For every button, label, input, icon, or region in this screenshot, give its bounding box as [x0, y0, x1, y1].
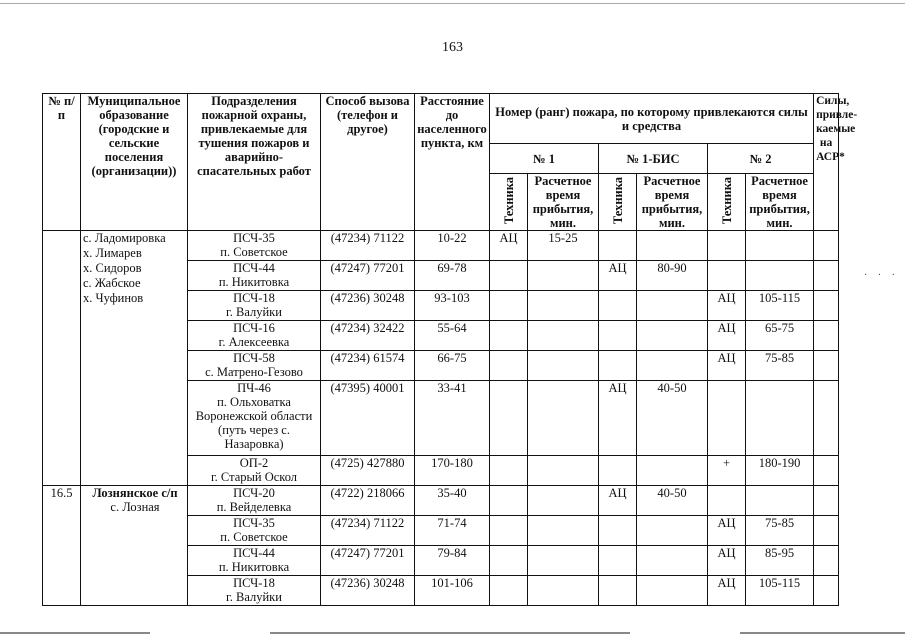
- techbis-cell: [599, 321, 637, 351]
- settlement-name: х. Чуфинов: [83, 291, 144, 305]
- distance-cell: 69-78: [415, 261, 490, 291]
- row-num: 16.5: [43, 486, 81, 606]
- techbis-cell: [599, 291, 637, 321]
- distance-cell: 55-64: [415, 321, 490, 351]
- eta1-cell: [528, 261, 599, 291]
- eta1-cell: [528, 486, 599, 516]
- header-num: № п/п: [43, 94, 81, 231]
- eta1-cell: [528, 381, 599, 456]
- scan-artifact-top: [0, 3, 905, 4]
- asr-cell: [814, 486, 839, 516]
- etabis-cell: 40-50: [637, 486, 708, 516]
- settlement-name: х. Сидоров: [83, 261, 142, 275]
- header-asr: Силы, привле-каемые на АСР*: [814, 94, 839, 231]
- etabis-cell: [637, 546, 708, 576]
- municipality-name: Лознянское с/п: [92, 486, 178, 500]
- settlement-list: [81, 231, 188, 486]
- unit-cell: ПСЧ-35 п. Советское: [188, 231, 321, 261]
- tech1-cell: [490, 456, 528, 486]
- table-row: [43, 486, 839, 516]
- eta2-cell: [746, 381, 814, 456]
- tech1-cell: [490, 546, 528, 576]
- phone-cell: (47395) 40001: [321, 381, 415, 456]
- unit-cell: ПСЧ-16 г. Алексеевка: [188, 321, 321, 351]
- header-tech-2: Техника: [719, 176, 734, 225]
- scan-artifact-dots: · · ·: [864, 270, 899, 281]
- etabis-cell: 80-90: [637, 261, 708, 291]
- phone-cell: (47234) 61574: [321, 351, 415, 381]
- asr-cell: [814, 231, 839, 261]
- tech1-cell: [490, 486, 528, 516]
- tech2-cell: АЦ: [708, 576, 746, 606]
- distance-cell: 93-103: [415, 291, 490, 321]
- techbis-cell: АЦ: [599, 261, 637, 291]
- settlement-name: х. Лимарев: [83, 246, 142, 260]
- tech2-cell: [708, 231, 746, 261]
- distance-cell: 79-84: [415, 546, 490, 576]
- eta1-cell: [528, 321, 599, 351]
- etabis-cell: [637, 576, 708, 606]
- asr-cell: [814, 291, 839, 321]
- distance-cell: 10-22: [415, 231, 490, 261]
- phone-cell: (47236) 30248: [321, 576, 415, 606]
- eta2-cell: 75-85: [746, 516, 814, 546]
- phone-cell: (47234) 71122: [321, 516, 415, 546]
- etabis-cell: [637, 456, 708, 486]
- asr-cell: [814, 516, 839, 546]
- tech1-cell: [490, 576, 528, 606]
- eta1-cell: [528, 291, 599, 321]
- eta2-cell: 75-85: [746, 351, 814, 381]
- tech2-cell: АЦ: [708, 321, 746, 351]
- asr-cell: [814, 351, 839, 381]
- table-row: [43, 231, 839, 261]
- tech2-cell: АЦ: [708, 351, 746, 381]
- tech1-cell: [490, 291, 528, 321]
- page-number: 163: [442, 40, 463, 55]
- phone-cell: (47247) 77201: [321, 261, 415, 291]
- header-rank1bis: № 1-БИС: [599, 144, 708, 174]
- eta1-cell: [528, 516, 599, 546]
- techbis-cell: [599, 231, 637, 261]
- eta2-cell: [746, 486, 814, 516]
- unit-cell: ПСЧ-20 п. Вейделевка: [188, 486, 321, 516]
- header-municipality: Муниципальное образование (городские и сельские поселения (организации)): [81, 94, 188, 231]
- unit-cell: ПСЧ-58 с. Матрено-Гезово: [188, 351, 321, 381]
- eta1-cell: 15-25: [528, 231, 599, 261]
- distance-cell: 35-40: [415, 486, 490, 516]
- techbis-cell: АЦ: [599, 381, 637, 456]
- etabis-cell: 40-50: [637, 381, 708, 456]
- unit-cell: ПЧ-46 п. Ольховатка Воронежской области (путь через с. Назаровка): [188, 381, 321, 456]
- asr-cell: [814, 381, 839, 456]
- header-rank1: № 1: [490, 144, 599, 174]
- eta1-cell: [528, 456, 599, 486]
- fire-response-table: [42, 93, 858, 606]
- techbis-cell: [599, 576, 637, 606]
- tech2-cell: [708, 381, 746, 456]
- header-eta-2: Расчетное время прибытия, мин.: [746, 174, 814, 231]
- unit-cell: ПСЧ-44 п. Никитовка: [188, 261, 321, 291]
- techbis-cell: [599, 546, 637, 576]
- tech1-cell: [490, 351, 528, 381]
- eta1-cell: [528, 546, 599, 576]
- settlement-name: с. Лозная: [110, 500, 160, 514]
- eta2-cell: [746, 261, 814, 291]
- eta2-cell: 85-95: [746, 546, 814, 576]
- tech1-cell: [490, 321, 528, 351]
- eta2-cell: 105-115: [746, 291, 814, 321]
- scan-artifact-bottom-right: [740, 632, 905, 634]
- scan-artifact-bottom-mid: [270, 632, 630, 634]
- tech1-cell: [490, 261, 528, 291]
- unit-cell: ПСЧ-35 п. Советское: [188, 516, 321, 546]
- row-num-empty: [43, 231, 81, 486]
- techbis-cell: [599, 456, 637, 486]
- settlement-name: с. Жабское: [83, 276, 141, 290]
- eta2-cell: [746, 231, 814, 261]
- header-tech-1: Техника: [501, 176, 516, 225]
- phone-cell: (47234) 32422: [321, 321, 415, 351]
- tech1-cell: [490, 516, 528, 546]
- header-eta-bis: Расчетное время прибытия, мин.: [637, 174, 708, 231]
- tech2-cell: АЦ: [708, 546, 746, 576]
- asr-cell: [814, 261, 839, 291]
- tech2-cell: [708, 261, 746, 291]
- phone-cell: (47247) 77201: [321, 546, 415, 576]
- asr-cell: [814, 576, 839, 606]
- eta2-cell: 65-75: [746, 321, 814, 351]
- distance-cell: 170-180: [415, 456, 490, 486]
- unit-cell: ПСЧ-18 г. Валуйки: [188, 291, 321, 321]
- unit-cell: ПСЧ-18 г. Валуйки: [188, 576, 321, 606]
- header-rank-group: Номер (ранг) пожара, по которому привлекаются силы и средства: [490, 94, 814, 144]
- settlement-name: с. Ладомировка: [83, 231, 166, 245]
- techbis-cell: АЦ: [599, 486, 637, 516]
- eta1-cell: [528, 351, 599, 381]
- unit-cell: ОП-2 г. Старый Оскол: [188, 456, 321, 486]
- phone-cell: (47234) 71122: [321, 231, 415, 261]
- header-rank2: № 2: [708, 144, 814, 174]
- eta2-cell: 105-115: [746, 576, 814, 606]
- etabis-cell: [637, 231, 708, 261]
- etabis-cell: [637, 321, 708, 351]
- distance-cell: 101-106: [415, 576, 490, 606]
- phone-cell: (47236) 30248: [321, 291, 415, 321]
- phone-cell: (4722) 218066: [321, 486, 415, 516]
- etabis-cell: [637, 351, 708, 381]
- etabis-cell: [637, 516, 708, 546]
- etabis-cell: [637, 291, 708, 321]
- asr-cell: [814, 456, 839, 486]
- asr-cell: [814, 321, 839, 351]
- distance-cell: 33-41: [415, 381, 490, 456]
- municipality-cell: [81, 486, 188, 606]
- unit-cell: ПСЧ-44 п. Никитовка: [188, 546, 321, 576]
- tech1-cell: АЦ: [490, 231, 528, 261]
- tech1-cell: [490, 381, 528, 456]
- tech2-cell: [708, 486, 746, 516]
- phone-cell: (4725) 427880: [321, 456, 415, 486]
- tech2-cell: АЦ: [708, 516, 746, 546]
- header-distance: Расстояние до населенного пункта, км: [415, 94, 490, 231]
- distance-cell: 71-74: [415, 516, 490, 546]
- tech2-cell: +: [708, 456, 746, 486]
- techbis-cell: [599, 351, 637, 381]
- distance-cell: 66-75: [415, 351, 490, 381]
- tech2-cell: АЦ: [708, 291, 746, 321]
- header-units: Подразделения пожарной охраны, привлекаемые для тушения пожаров и аварийно-спасательных работ: [188, 94, 321, 231]
- techbis-cell: [599, 516, 637, 546]
- header-call: Способ вызова (телефон и другое): [321, 94, 415, 231]
- eta1-cell: [528, 576, 599, 606]
- header-tech-bis: Техника: [610, 176, 625, 225]
- scan-artifact-bottom-left: [0, 632, 150, 634]
- eta2-cell: 180-190: [746, 456, 814, 486]
- asr-cell: [814, 546, 839, 576]
- header-eta-1: Расчетное время прибытия, мин.: [528, 174, 599, 231]
